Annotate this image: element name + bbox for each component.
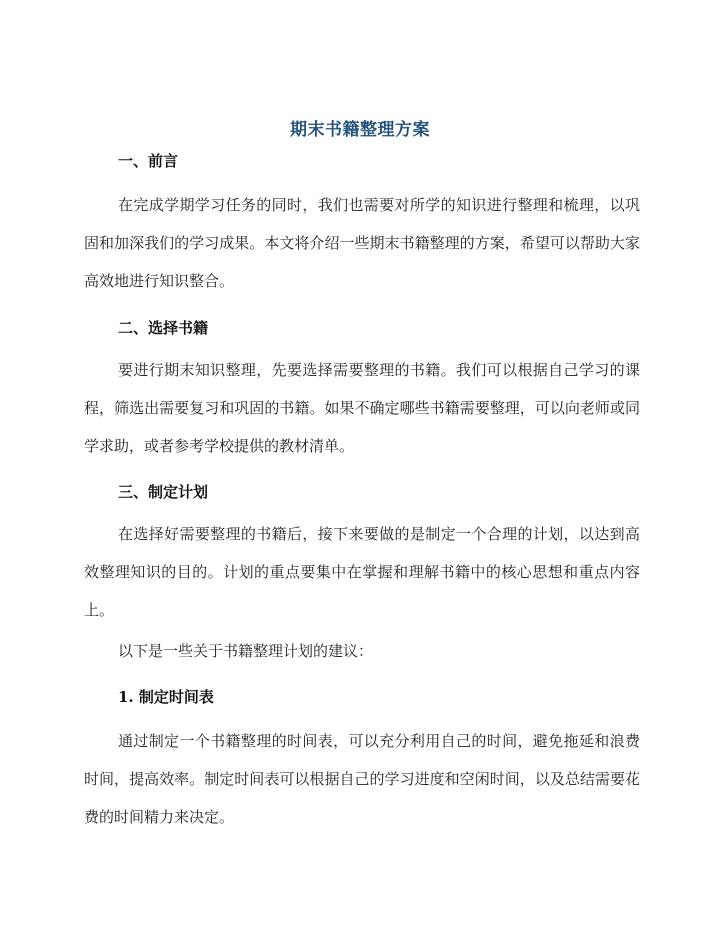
paragraph-preface: 在完成学期学习任务的同时，我们也需要对所学的知识进行整理和梳理，以巩固和加深我们的学习成果。本文将介绍一些期末书籍整理的方案，希望可以帮助大家高效地进行知识整合。: [84, 196, 640, 290]
section-heading-timetable: 1. 制定时间表: [118, 688, 214, 706]
paragraph-make-plan: 在选择好需要整理的书籍后，接下来要做的是制定一个合理的计划，以达到高效整理知识的目的。计划的重点要集中在掌握和理解书籍中的核心思想和重点内容上。: [84, 525, 640, 619]
paragraph-timetable: 通过制定一个书籍整理的时间表，可以充分利用自己的时间，避免拖延和浪费时间，提高效率。制定时间表可以根据自己的学习进度和空闲时间，以及总结需要花费的时间精力来决定。: [84, 732, 640, 826]
paragraph-choose-books: 要进行期末知识整理，先要选择需要整理的书籍。我们可以根据自己学习的课程，筛选出需要复习和巩固的书籍。如果不确定哪些书籍需要整理，可以向老师或同学求助，或者参考学校提供的教材清单。: [84, 361, 640, 455]
document-title: 期末书籍整理方案: [290, 120, 430, 140]
section-heading-preface: 一、前言: [118, 152, 179, 170]
section-heading-make-plan: 三、制定计划: [118, 483, 209, 501]
section-heading-choose-books: 二、选择书籍: [118, 319, 209, 337]
paragraph-plan-suggestions: 以下是一些关于书籍整理计划的建议：: [118, 642, 374, 660]
